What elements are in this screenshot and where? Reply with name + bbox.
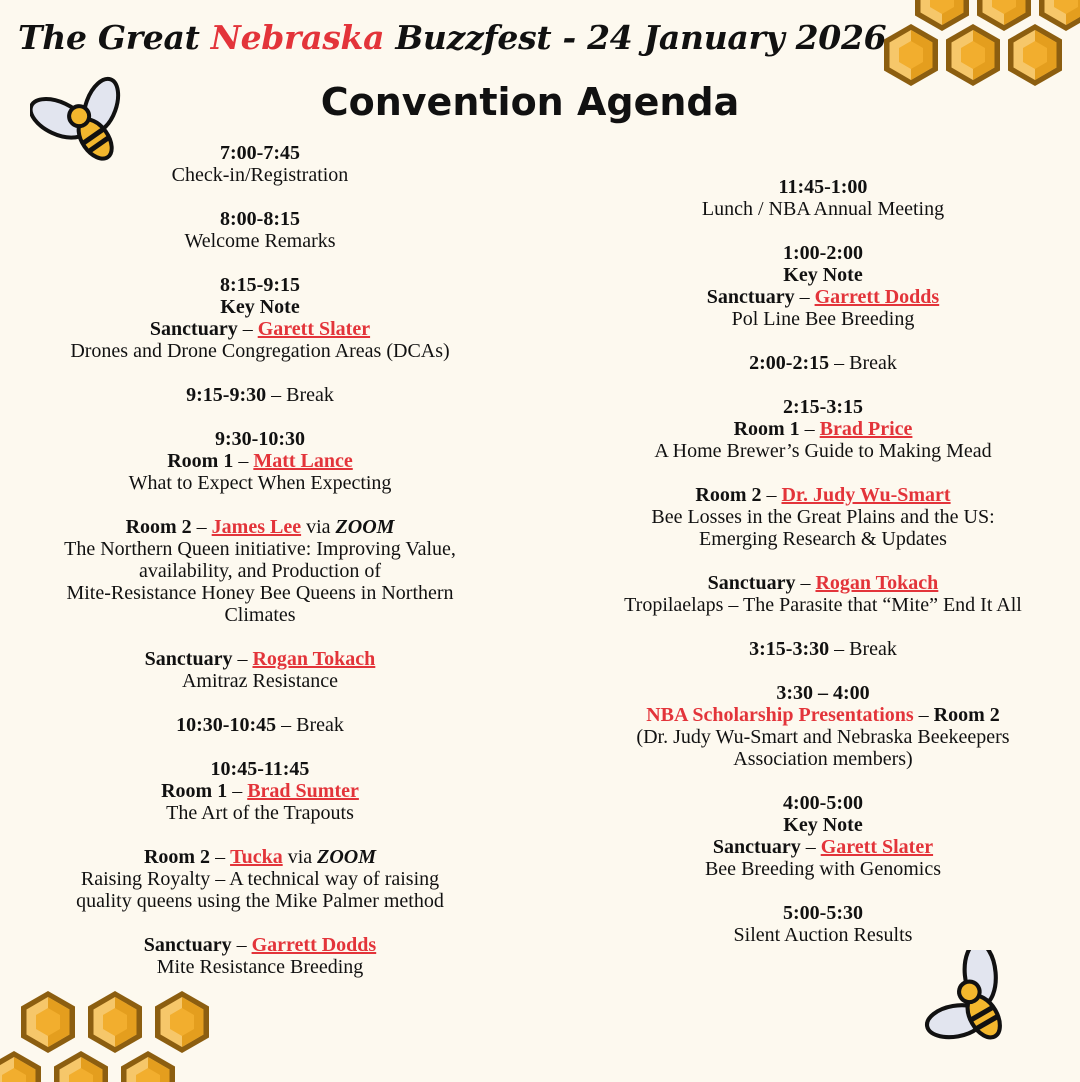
separator: – bbox=[237, 318, 258, 340]
session-description: Association members) bbox=[733, 748, 913, 770]
speaker-link[interactable]: Rogan Tokach bbox=[815, 572, 939, 594]
room-name: Room 1 bbox=[733, 418, 800, 440]
session-type: Key Note bbox=[783, 264, 863, 286]
room-name: Sanctuary bbox=[143, 934, 232, 956]
agenda-right-column bbox=[563, 176, 1080, 968]
session-description: quality queens using the Mike Palmer method bbox=[76, 890, 444, 912]
separator: – bbox=[233, 450, 254, 472]
time-range: 4:00-5:00 bbox=[783, 792, 863, 814]
break-line bbox=[0, 384, 520, 406]
room-name: Sanctuary bbox=[144, 648, 233, 670]
time-range: 9:15-9:30 bbox=[186, 384, 267, 406]
break-label: Break bbox=[849, 638, 897, 660]
time-range: 9:30-10:30 bbox=[215, 428, 305, 450]
speaker-link[interactable]: Garrett Dodds bbox=[814, 286, 940, 308]
speaker-link[interactable]: Brad Sumter bbox=[247, 780, 359, 802]
session-description: Bee Losses in the Great Plains and the US: bbox=[651, 506, 995, 528]
session-description: Bee Breeding with Genomics bbox=[704, 858, 942, 880]
room-speaker-line bbox=[563, 572, 1080, 594]
separator: – bbox=[800, 836, 821, 858]
speaker-link[interactable]: Dr. Judy Wu-Smart bbox=[781, 484, 951, 506]
session-description: (Dr. Judy Wu-Smart and Nebraska Beekeepers bbox=[636, 726, 1010, 748]
room-name: Room 2 bbox=[695, 484, 762, 506]
break-line bbox=[0, 714, 520, 736]
agenda-item bbox=[563, 176, 1080, 220]
separator: – bbox=[799, 418, 820, 440]
separator: – bbox=[276, 714, 297, 736]
session-description: Raising Royalty – A technical way of raising bbox=[80, 868, 440, 890]
room-name: Sanctuary bbox=[707, 572, 796, 594]
room-name: Room 1 bbox=[167, 450, 234, 472]
title-accent: Nebraska bbox=[210, 18, 385, 57]
room-name: Room 1 bbox=[161, 780, 228, 802]
event-line bbox=[563, 704, 1080, 726]
separator: – bbox=[829, 352, 850, 374]
agenda-item bbox=[0, 208, 520, 252]
room-name: Room 2 bbox=[143, 846, 211, 868]
session-description: Pol Line Bee Breeding bbox=[731, 308, 915, 330]
agenda-item bbox=[0, 934, 520, 978]
session-description: Lunch / NBA Annual Meeting bbox=[701, 198, 945, 220]
agenda-item bbox=[0, 516, 520, 626]
time-range: 5:00-5:30 bbox=[783, 902, 863, 924]
agenda-item bbox=[0, 274, 520, 362]
room-speaker-line bbox=[563, 836, 1080, 858]
separator: – bbox=[232, 648, 253, 670]
event-title bbox=[18, 12, 887, 64]
session-description: Check-in/Registration bbox=[171, 164, 349, 186]
agenda-item bbox=[563, 242, 1080, 330]
session-description: The Northern Queen initiative: Improving Value, bbox=[64, 538, 456, 560]
speaker-link[interactable]: Garett Slater bbox=[257, 318, 371, 340]
via-label: via bbox=[301, 516, 336, 538]
session-description: Climates bbox=[224, 604, 296, 626]
speaker-link[interactable]: Garett Slater bbox=[820, 836, 934, 858]
room-name: Sanctuary bbox=[712, 836, 801, 858]
session-description: availability, and Production of bbox=[139, 560, 381, 582]
page-title: Convention Agenda bbox=[320, 80, 740, 124]
separator: – bbox=[761, 484, 782, 506]
time-range: 10:45-11:45 bbox=[210, 758, 310, 780]
break-label: Break bbox=[849, 352, 897, 374]
time-range: 1:00-2:00 bbox=[783, 242, 863, 264]
separator: – bbox=[210, 846, 231, 868]
time-range: 8:00-8:15 bbox=[220, 208, 300, 230]
agenda-item bbox=[0, 758, 520, 824]
speaker-link[interactable]: Tucka bbox=[230, 846, 283, 868]
session-description: Mite-Resistance Honey Bee Queens in Northern bbox=[66, 582, 454, 604]
agenda-item bbox=[563, 352, 1080, 374]
agenda-item bbox=[563, 682, 1080, 770]
speaker-link[interactable]: Brad Price bbox=[819, 418, 913, 440]
time-range: 7:00-7:45 bbox=[220, 142, 300, 164]
speaker-link[interactable]: Rogan Tokach bbox=[252, 648, 376, 670]
time-range: 2:00-2:15 bbox=[749, 352, 830, 374]
separator: – bbox=[795, 572, 816, 594]
room-name: Room 2 bbox=[125, 516, 192, 538]
speaker-link[interactable]: Matt Lance bbox=[253, 450, 353, 472]
agenda-item bbox=[563, 792, 1080, 880]
session-description: Welcome Remarks bbox=[184, 230, 336, 252]
room-speaker-line bbox=[563, 418, 1080, 440]
agenda-item bbox=[0, 714, 520, 736]
break-line bbox=[563, 352, 1080, 374]
agenda-item bbox=[0, 846, 520, 912]
agenda-item bbox=[563, 638, 1080, 660]
room-speaker-line bbox=[0, 450, 520, 472]
zoom-label: ZOOM bbox=[317, 846, 377, 868]
separator: – bbox=[191, 516, 212, 538]
room-speaker-line bbox=[563, 286, 1080, 308]
room-name: Sanctuary bbox=[149, 318, 238, 340]
speaker-link[interactable]: James Lee bbox=[211, 516, 302, 538]
session-description: Amitraz Resistance bbox=[181, 670, 339, 692]
room-speaker-line bbox=[0, 648, 520, 670]
separator: – bbox=[231, 934, 252, 956]
session-description: A Home Brewer’s Guide to Making Mead bbox=[654, 440, 992, 462]
agenda-item bbox=[563, 484, 1080, 550]
via-label: via bbox=[282, 846, 318, 868]
separator: – bbox=[913, 704, 934, 726]
agenda-item bbox=[563, 902, 1080, 946]
room-name: Sanctuary bbox=[706, 286, 795, 308]
agenda-item bbox=[0, 384, 520, 406]
room-speaker-line bbox=[0, 846, 520, 868]
agenda-left-column bbox=[0, 142, 520, 1000]
title-prefix: The Great bbox=[18, 18, 211, 57]
room-speaker-line bbox=[0, 516, 520, 538]
event-name: NBA Scholarship Presentations bbox=[646, 704, 914, 726]
title-suffix: Buzzfest - 24 January 2026 bbox=[384, 18, 887, 57]
time-range: 3:30 – 4:00 bbox=[776, 682, 870, 704]
time-range: 10:30-10:45 bbox=[176, 714, 277, 736]
separator: – bbox=[829, 638, 850, 660]
time-range: 8:15-9:15 bbox=[220, 274, 300, 296]
time-range: 11:45-1:00 bbox=[778, 176, 868, 198]
room-speaker-line bbox=[563, 484, 1080, 506]
agenda-item bbox=[563, 396, 1080, 462]
break-line bbox=[563, 638, 1080, 660]
agenda-item bbox=[0, 648, 520, 692]
session-description: Emerging Research & Updates bbox=[699, 528, 947, 550]
session-description: Mite Resistance Breeding bbox=[156, 956, 364, 978]
zoom-label: ZOOM bbox=[335, 516, 395, 538]
room-speaker-line bbox=[0, 318, 520, 340]
time-range: 3:15-3:30 bbox=[749, 638, 830, 660]
agenda-item bbox=[0, 142, 520, 186]
speaker-link[interactable]: Garrett Dodds bbox=[251, 934, 377, 956]
session-description: Tropilaelaps – The Parasite that “Mite” End It All bbox=[624, 594, 1022, 616]
agenda-item bbox=[563, 572, 1080, 616]
session-type: Key Note bbox=[220, 296, 300, 318]
separator: – bbox=[266, 384, 287, 406]
agenda-item bbox=[0, 428, 520, 494]
room-name: Room 2 bbox=[933, 704, 1000, 726]
session-description: Drones and Drone Congregation Areas (DCAs) bbox=[70, 340, 450, 362]
room-speaker-line bbox=[0, 780, 520, 802]
break-label: Break bbox=[286, 384, 334, 406]
session-description: What to Expect When Expecting bbox=[128, 472, 392, 494]
separator: – bbox=[227, 780, 248, 802]
session-description: The Art of the Trapouts bbox=[166, 802, 354, 824]
break-label: Break bbox=[296, 714, 344, 736]
session-description: Silent Auction Results bbox=[733, 924, 913, 946]
separator: – bbox=[794, 286, 815, 308]
room-speaker-line bbox=[0, 934, 520, 956]
time-range: 2:15-3:15 bbox=[783, 396, 863, 418]
session-type: Key Note bbox=[783, 814, 863, 836]
